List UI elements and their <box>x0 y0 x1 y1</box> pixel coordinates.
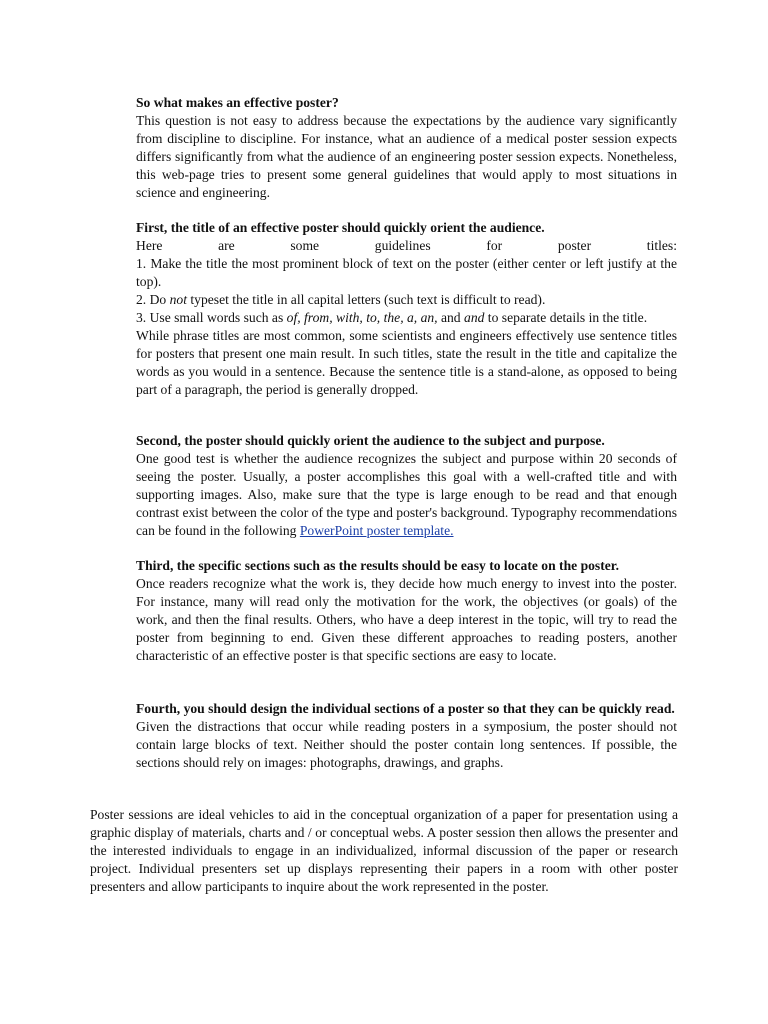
guideline-item-3-post: to separate details in the title. <box>484 310 648 325</box>
guideline-item-3 <box>136 309 677 327</box>
third-heading: Third, the specific sections such as the results should be easy to locate on the poster. <box>136 558 619 573</box>
guideline-item-3-emphasis: of, from, with, to, the, a, an, <box>286 310 438 325</box>
fourth-paragraph: Given the distractions that occur while reading posters in a symposium, the poster should not contain large blocks of text. Neither should the poster contain long sentences. If possible, the sections should rely on images: photographs, drawings, and graphs. <box>136 719 677 770</box>
guideline-item-3-mid: and <box>437 310 465 325</box>
powerpoint-template-link[interactable]: PowerPoint poster template. <box>299 523 454 538</box>
guideline-item-2-post: typeset the title in all capital letters (such text is difficult to read). <box>186 292 546 307</box>
title-guidelines-section <box>136 219 677 399</box>
second-paragraph <box>136 450 677 540</box>
third-paragraph: Once readers recognize what the work is, they decide how much energy to invest into the poster. For instance, many will read only the motivation for the work, the objectives (or goals) of the work, and then the final results. Others, who have a deep interest in the topic, will try to read the poster from beginning to end. Given these different approaches to reading posters, another characteristic of an effective poster is that specific sections are easy to locate. <box>136 576 677 663</box>
guideline-item-3-emphasis-2: and <box>464 310 485 325</box>
second-heading: Second, the poster should quickly orient the audience to the subject and purpose. <box>136 433 605 448</box>
intro-section <box>136 94 677 202</box>
guideline-item-2-pre: 2. Do <box>136 292 170 307</box>
first-heading: First, the title of an effective poster should quickly orient the audience. <box>136 220 545 235</box>
fourth-heading: Fourth, you should design the individual sections of a poster so that they can be quickly read. <box>136 701 675 716</box>
second-paragraph-text: One good test is whether the audience recognizes the subject and purpose within 20 seconds of seeing the poster. Usually, a poster accomplishes this goal with a well-crafted title and with supporting images. Also, make sure that the type is large enough to be read and that enough contrast exist between the color of the type and poster's background. Typography recommendations can be found in the following <box>136 451 677 538</box>
intro-paragraph: This question is not easy to address because the expectations by the audience vary significantly from discipline to discipline. For instance, what an audience of a medical poster session expects differs significantly from what the audience of an engineering poster session expects. Nonetheless, this web-page tries to present some general guidelines that would apply to most situations in science and engineering. <box>136 113 677 200</box>
guideline-item-2-emphasis: not <box>169 292 187 307</box>
sentence-titles-paragraph: While phrase titles are most common, some scientists and engineers effectively use sentence titles for posters that present one main result. In such titles, state the result in the title and capitalize the words as you would in a sentence. Because the sentence title is a stand-alone, as opposed to being part of a paragraph, the period is generally dropped. <box>136 328 677 397</box>
guideline-item-3-pre: 3. Use small words such as <box>136 310 287 325</box>
guideline-item-1: 1. Make the title the most prominent block of text on the poster (either center or left justify at the top). <box>136 256 677 289</box>
locate-sections-section <box>136 557 677 665</box>
guideline-item-2 <box>136 291 677 309</box>
quick-read-section <box>136 700 677 772</box>
closing-paragraph: Poster sessions are ideal vehicles to aid in the conceptual organization of a paper for presentation using a graphic display of materials, charts and / or conceptual webs. A poster session then allows the presenter and the interested individuals to engage in an individualized, informal discussion of the paper or research project. Individual presenters set up displays representing their papers in a room with other poster presenters and allow participants to inquire about the work represented in the poster. <box>90 807 678 894</box>
guidelines-intro-line: Here are some guidelines for poster titles: <box>136 238 677 253</box>
intro-heading: So what makes an effective poster? <box>136 95 339 110</box>
closing-section <box>90 806 678 896</box>
orient-subject-section <box>136 432 677 540</box>
